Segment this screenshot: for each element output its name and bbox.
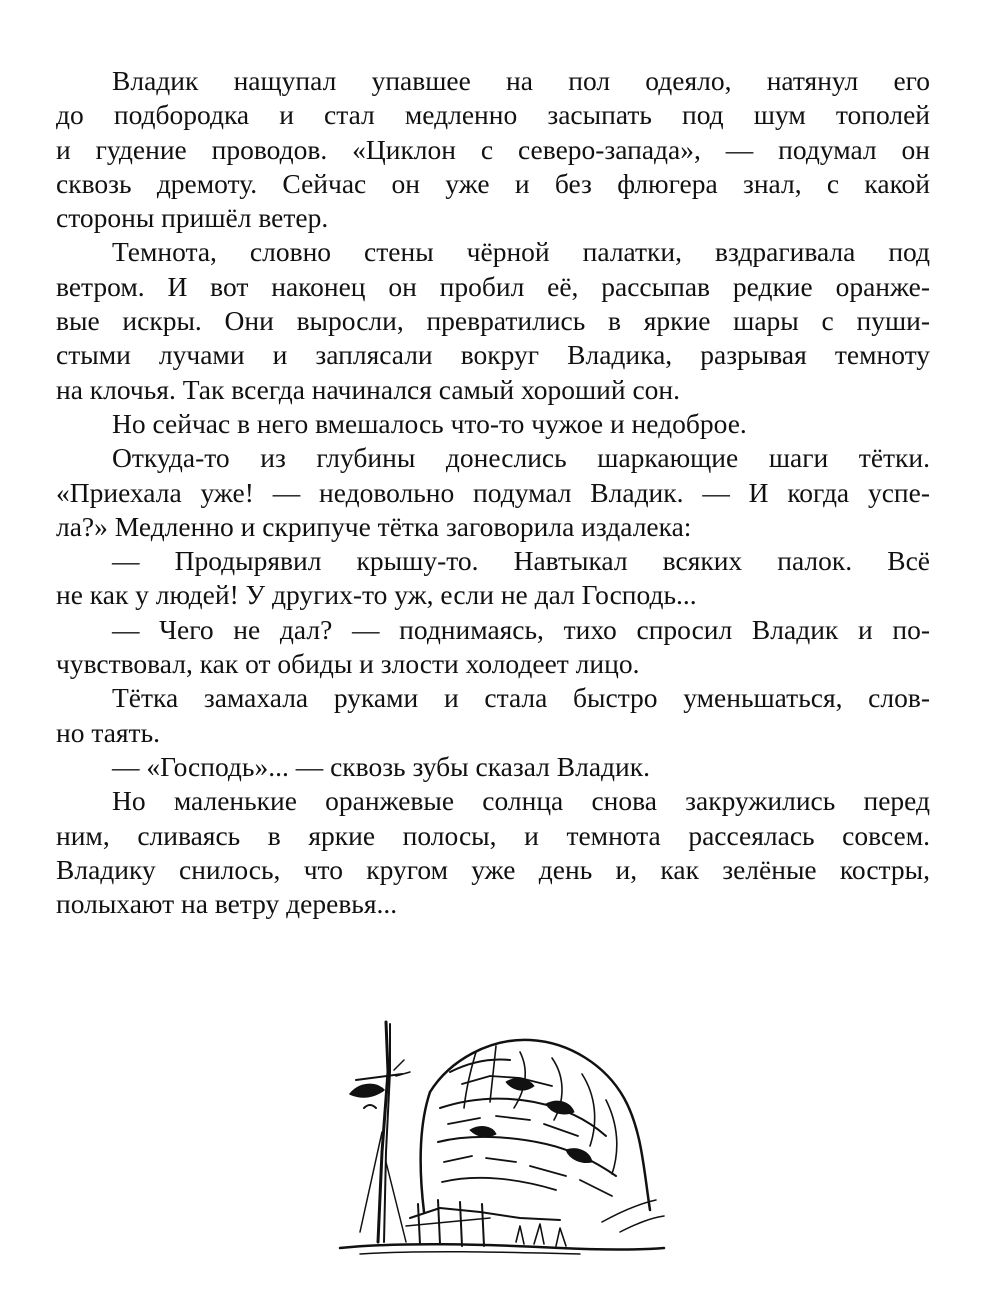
text-line: Темнота, словно стены чёрной палатки, вздрагивала под <box>112 236 930 268</box>
text-line: стороны пришёл ветер. <box>56 202 329 234</box>
text-line: вые искры. Они выросли, превратились в яркие шары с пуши- <box>56 305 930 337</box>
text-line: Но сейчас в него вмешалось что-то чужое и недоброе. <box>112 407 747 439</box>
text-line: стыми лучами и заплясали вокруг Владика, разрывая темноту <box>56 339 930 371</box>
text-line: и гудение проводов. «Циклон с северо-запада», — подумал он <box>56 133 930 165</box>
text-line: — «Господь»... — сквозь зубы сказал Владик. <box>112 750 650 782</box>
text-line: Откуда-то из глубины донеслись шаркающие шаги тётки. <box>112 442 930 474</box>
text-line: до подбородка и стал медленно засыпать под шум тополей <box>56 99 930 131</box>
text-line: Тётка замахала руками и стала быстро уменьшаться, слов- <box>112 682 930 714</box>
text-line: но таять. <box>56 716 160 748</box>
text-line: — Продырявил крышу-то. Навтыкал всяких палок. Всё <box>112 545 930 577</box>
text-line: на клочья. Так всегда начинался самый хороший сон. <box>56 373 680 405</box>
text-line: Но маленькие оранжевые солнца снова закружились перед <box>112 785 930 817</box>
ink-sketch-tree-with-pole-and-weathervane-icon <box>320 1012 680 1262</box>
text-line: Владику снилось, что кругом уже день и, как зелёные костры, <box>56 853 930 885</box>
text-line: ним, сливаясь в яркие полосы, и темнота рассеялась совсем. <box>56 819 930 851</box>
text-line: — Чего не дал? — поднимаясь, тихо спросил Владик и по- <box>112 613 930 645</box>
body-text <box>56 64 930 921</box>
text-line: не как у людей! У других-то уж, если не дал Господь... <box>56 579 697 611</box>
text-line: Владик нащупал упавшее на пол одеяло, натянул его <box>112 65 930 96</box>
text-line: ла?» Медленно и скрипуче тётка заговорила издалека: <box>56 510 692 542</box>
text-line: сквозь дремоту. Сейчас он уже и без флюгера знал, с какой <box>56 167 930 199</box>
text-line: ветром. И вот наконец он пробил её, рассыпав редкие оранже- <box>56 270 930 302</box>
text-line: «Приехала уже! — недовольно подумал Владик. — И когда успе- <box>56 476 930 508</box>
text-line: полыхают на ветру деревья... <box>56 888 398 920</box>
text-line: чувствовал, как от обиды и злости холодеет лицо. <box>56 648 640 680</box>
